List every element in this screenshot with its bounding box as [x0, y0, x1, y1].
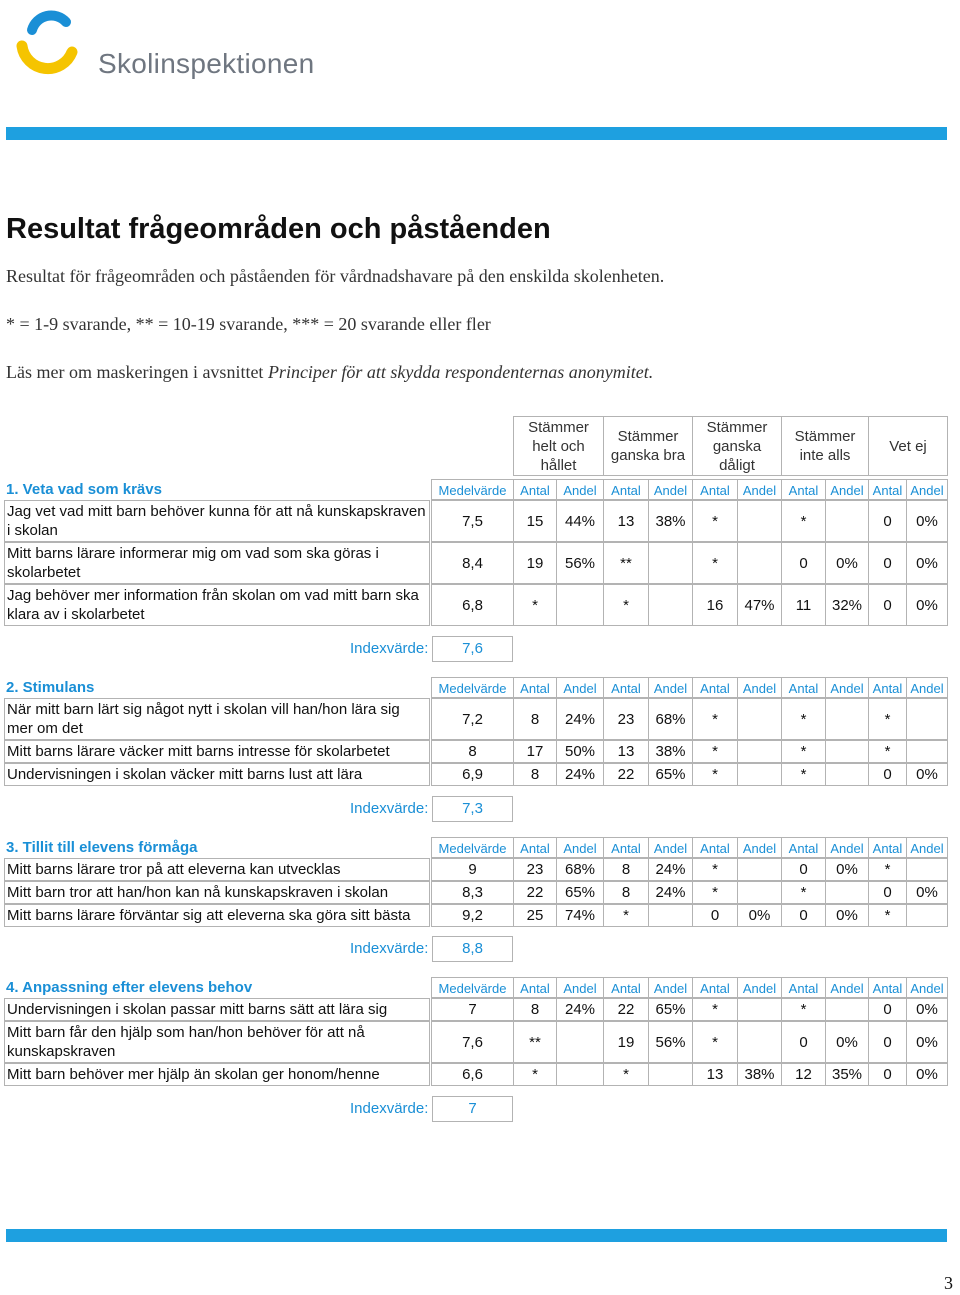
column-header: Andel — [737, 837, 782, 858]
skolinspektionen-logo-icon — [14, 8, 86, 80]
column-header: Andel — [648, 977, 693, 998]
share-cell: 68% — [556, 858, 604, 881]
statement-label: Mitt barns lärare förväntar sig att eleverna ska göra sitt bästa — [4, 904, 430, 927]
count-cell: 13 — [692, 1063, 738, 1086]
column-header: Antal — [513, 677, 557, 698]
statement-label: När mitt barn lärt sig något nytt i skolan vill han/hon lära sig mer om det — [4, 698, 430, 740]
column-header: Antal — [603, 977, 649, 998]
share-cell — [648, 584, 693, 626]
mean-value-cell: 8 — [431, 740, 514, 763]
share-cell — [737, 698, 782, 740]
share-cell: 32% — [825, 584, 869, 626]
column-header: Andel — [556, 977, 604, 998]
share-cell — [737, 1021, 782, 1063]
page-title: Resultat frågeområden och påståenden — [6, 213, 551, 245]
index-label: Indexvärde: — [350, 940, 429, 957]
count-cell: 8 — [513, 698, 557, 740]
answer-header-4: Stämmer inte alls — [781, 416, 869, 476]
count-cell: 8 — [513, 763, 557, 786]
statement-label: Jag vet vad mitt barn behöver kunna för att nå kunskapskraven i skolan — [4, 500, 430, 542]
count-cell: 25 — [513, 904, 557, 927]
table-row — [0, 1063, 960, 1086]
column-header: Andel — [906, 479, 948, 500]
column-header: Antal — [868, 837, 907, 858]
statement-label: Mitt barn tror att han/hon kan nå kunskapskraven i skolan — [4, 881, 430, 904]
column-header: Antal — [603, 837, 649, 858]
share-cell: 0% — [737, 904, 782, 927]
count-cell: 16 — [692, 584, 738, 626]
share-cell — [825, 763, 869, 786]
mean-value-cell: 9,2 — [431, 904, 514, 927]
share-cell: 47% — [737, 584, 782, 626]
share-cell: 35% — [825, 1063, 869, 1086]
index-value: 8,8 — [432, 936, 513, 962]
section-title: 3. Tillit till elevens förmåga — [6, 839, 198, 856]
count-cell: 0 — [868, 542, 907, 584]
share-cell — [737, 998, 782, 1021]
count-cell: * — [781, 698, 826, 740]
count-cell: * — [692, 542, 738, 584]
column-header: Antal — [513, 479, 557, 500]
column-header: Antal — [868, 977, 907, 998]
statement-label: Mitt barns lärare tror på att eleverna kan utvecklas — [4, 858, 430, 881]
column-header: Andel — [556, 479, 604, 500]
share-cell — [556, 1063, 604, 1086]
column-header: Andel — [556, 837, 604, 858]
column-header: Antal — [781, 479, 826, 500]
table-row — [0, 998, 960, 1021]
count-cell: 17 — [513, 740, 557, 763]
column-header: Antal — [868, 479, 907, 500]
count-cell: * — [781, 763, 826, 786]
share-cell — [906, 740, 948, 763]
share-cell — [556, 1021, 604, 1063]
table-row — [0, 500, 960, 542]
column-header: Medelvärde — [431, 677, 514, 698]
mean-value-cell: 7 — [431, 998, 514, 1021]
share-cell: 24% — [648, 881, 693, 904]
share-cell: 24% — [648, 858, 693, 881]
share-cell: 68% — [648, 698, 693, 740]
count-cell: * — [692, 740, 738, 763]
count-cell: * — [781, 881, 826, 904]
mean-value-cell: 7,2 — [431, 698, 514, 740]
count-cell: 8 — [603, 881, 649, 904]
count-cell: * — [781, 998, 826, 1021]
count-cell: * — [868, 904, 907, 927]
index-value: 7,6 — [432, 636, 513, 662]
count-cell: 8 — [603, 858, 649, 881]
share-cell — [825, 740, 869, 763]
count-cell: 0 — [868, 763, 907, 786]
count-cell: * — [781, 500, 826, 542]
count-cell: 0 — [692, 904, 738, 927]
bottom-accent-bar — [6, 1229, 947, 1242]
statement-label: Mitt barn får den hjälp som han/hon behöver för att nå kunskapskraven — [4, 1021, 430, 1063]
column-header: Andel — [906, 977, 948, 998]
share-cell: 24% — [556, 998, 604, 1021]
share-cell: 38% — [648, 500, 693, 542]
share-cell: 56% — [648, 1021, 693, 1063]
count-cell: * — [513, 584, 557, 626]
column-header: Antal — [868, 677, 907, 698]
column-header: Andel — [825, 977, 869, 998]
share-cell: 0% — [906, 998, 948, 1021]
statement-label: Undervisningen i skolan väcker mitt barns lust att lära — [4, 763, 430, 786]
count-cell: * — [513, 1063, 557, 1086]
count-cell: 0 — [868, 500, 907, 542]
share-cell: 38% — [737, 1063, 782, 1086]
masking-prefix: Läs mer om maskeringen i avsnittet — [6, 362, 268, 382]
share-cell: 0% — [906, 542, 948, 584]
count-cell: * — [692, 698, 738, 740]
column-header: Andel — [556, 677, 604, 698]
count-cell: 22 — [603, 998, 649, 1021]
count-cell: * — [692, 500, 738, 542]
column-header: Antal — [603, 677, 649, 698]
count-cell: ** — [513, 1021, 557, 1063]
table-row — [0, 881, 960, 904]
count-cell: 19 — [603, 1021, 649, 1063]
column-header: Antal — [692, 677, 738, 698]
count-cell: 0 — [868, 1063, 907, 1086]
mean-value-cell: 8,3 — [431, 881, 514, 904]
share-cell: 0% — [825, 542, 869, 584]
column-header: Andel — [737, 677, 782, 698]
column-header: Antal — [781, 837, 826, 858]
share-cell: 65% — [648, 763, 693, 786]
share-cell: 0% — [906, 1021, 948, 1063]
share-cell — [825, 881, 869, 904]
share-cell — [737, 542, 782, 584]
column-header: Medelvärde — [431, 977, 514, 998]
count-cell: * — [868, 858, 907, 881]
column-header: Andel — [906, 837, 948, 858]
share-cell — [648, 1063, 693, 1086]
column-header: Medelvärde — [431, 479, 514, 500]
share-cell: 44% — [556, 500, 604, 542]
column-header: Antal — [781, 677, 826, 698]
table-row — [0, 740, 960, 763]
column-header: Andel — [648, 837, 693, 858]
count-cell: * — [603, 584, 649, 626]
mean-value-cell: 9 — [431, 858, 514, 881]
count-cell: 0 — [868, 881, 907, 904]
count-cell: 22 — [513, 881, 557, 904]
table-row — [0, 763, 960, 786]
statement-label: Jag behöver mer information från skolan om vad mitt barn ska klara av i skolarbetet — [4, 584, 430, 626]
page-number: 3 — [944, 1273, 953, 1293]
count-cell: * — [692, 998, 738, 1021]
masking-note — [6, 362, 653, 383]
share-cell: 0% — [906, 584, 948, 626]
share-cell — [556, 584, 604, 626]
column-header: Andel — [825, 837, 869, 858]
share-cell: 24% — [556, 698, 604, 740]
share-cell — [648, 542, 693, 584]
mean-value-cell: 7,6 — [431, 1021, 514, 1063]
share-cell: 0% — [906, 1063, 948, 1086]
share-cell: 74% — [556, 904, 604, 927]
logo — [14, 8, 314, 80]
legend-text: * = 1-9 svarande, ** = 10-19 svarande, *** = 20 svarande eller fler — [6, 314, 491, 334]
column-header: Antal — [692, 977, 738, 998]
section-title: 2. Stimulans — [6, 679, 95, 696]
count-cell: * — [603, 904, 649, 927]
share-cell — [906, 858, 948, 881]
share-cell: 0% — [906, 500, 948, 542]
count-cell: 23 — [513, 858, 557, 881]
share-cell — [906, 698, 948, 740]
table-row — [0, 584, 960, 626]
count-cell: 11 — [781, 584, 826, 626]
count-cell: 8 — [513, 998, 557, 1021]
share-cell: 0% — [906, 881, 948, 904]
answer-header-5: Vet ej — [868, 416, 948, 476]
share-cell — [825, 500, 869, 542]
mean-value-cell: 8,4 — [431, 542, 514, 584]
share-cell — [737, 740, 782, 763]
column-header: Andel — [906, 677, 948, 698]
column-header: Andel — [737, 479, 782, 500]
count-cell: * — [692, 1021, 738, 1063]
table-row — [0, 858, 960, 881]
share-cell — [825, 698, 869, 740]
count-cell: 0 — [868, 998, 907, 1021]
count-cell: 22 — [603, 763, 649, 786]
share-cell: 24% — [556, 763, 604, 786]
count-cell: ** — [603, 542, 649, 584]
count-cell: 0 — [868, 1021, 907, 1063]
column-header: Andel — [737, 977, 782, 998]
share-cell — [825, 998, 869, 1021]
count-cell: * — [868, 740, 907, 763]
column-header: Antal — [692, 479, 738, 500]
share-cell — [648, 904, 693, 927]
statement-label: Mitt barn behöver mer hjälp än skolan ger honom/henne — [4, 1063, 430, 1086]
table-row — [0, 904, 960, 927]
table-row — [0, 698, 960, 740]
share-cell — [737, 500, 782, 542]
count-cell: * — [781, 740, 826, 763]
answer-header-2: Stämmer ganska bra — [603, 416, 693, 476]
column-header: Andel — [825, 677, 869, 698]
mean-value-cell: 6,9 — [431, 763, 514, 786]
count-cell: * — [603, 1063, 649, 1086]
answer-header-3: Stämmer ganska dåligt — [692, 416, 782, 476]
share-cell — [737, 858, 782, 881]
count-cell: * — [692, 763, 738, 786]
statement-label: Mitt barns lärare informerar mig om vad som ska göras i skolarbetet — [4, 542, 430, 584]
count-cell: 13 — [603, 740, 649, 763]
column-header: Medelvärde — [431, 837, 514, 858]
masking-link-text: Principer för att skydda respondenternas anonymitet. — [267, 362, 654, 382]
share-cell: 38% — [648, 740, 693, 763]
count-cell: 0 — [781, 858, 826, 881]
count-cell: 0 — [868, 584, 907, 626]
logo-text: Skolinspektionen — [98, 48, 315, 79]
index-value: 7,3 — [432, 796, 513, 822]
count-cell: 0 — [781, 1021, 826, 1063]
index-label: Indexvärde: — [350, 640, 429, 657]
column-header: Antal — [781, 977, 826, 998]
statement-label: Undervisningen i skolan passar mitt barns sätt att lära sig — [4, 998, 430, 1021]
mean-value-cell: 6,8 — [431, 584, 514, 626]
count-cell: 0 — [781, 542, 826, 584]
column-header: Antal — [603, 479, 649, 500]
count-cell: 13 — [603, 500, 649, 542]
statement-label: Mitt barns lärare väcker mitt barns intresse för skolarbetet — [4, 740, 430, 763]
table-row — [0, 542, 960, 584]
share-cell — [737, 881, 782, 904]
column-header: Antal — [513, 977, 557, 998]
share-cell: 65% — [648, 998, 693, 1021]
count-cell: * — [692, 881, 738, 904]
share-cell: 0% — [825, 1021, 869, 1063]
count-cell: 15 — [513, 500, 557, 542]
share-cell: 50% — [556, 740, 604, 763]
share-cell — [737, 763, 782, 786]
count-cell: 23 — [603, 698, 649, 740]
count-cell: * — [692, 858, 738, 881]
section-title: 4. Anpassning efter elevens behov — [6, 979, 253, 996]
index-label: Indexvärde: — [350, 1100, 429, 1117]
column-header: Andel — [648, 479, 693, 500]
column-header: Andel — [648, 677, 693, 698]
share-cell: 0% — [825, 904, 869, 927]
index-label: Indexvärde: — [350, 800, 429, 817]
table-row — [0, 1021, 960, 1063]
share-cell: 0% — [825, 858, 869, 881]
mean-value-cell: 6,6 — [431, 1063, 514, 1086]
index-value: 7 — [432, 1096, 513, 1122]
count-cell: 12 — [781, 1063, 826, 1086]
answer-header-1: Stämmer helt och hållet — [513, 416, 604, 476]
mean-value-cell: 7,5 — [431, 500, 514, 542]
column-header: Andel — [825, 479, 869, 500]
share-cell: 65% — [556, 881, 604, 904]
section-title: 1. Veta vad som krävs — [6, 481, 162, 498]
count-cell: 19 — [513, 542, 557, 584]
column-header: Antal — [692, 837, 738, 858]
share-cell — [906, 904, 948, 927]
column-header: Antal — [513, 837, 557, 858]
count-cell: 0 — [781, 904, 826, 927]
top-accent-bar — [6, 127, 947, 140]
count-cell: * — [868, 698, 907, 740]
share-cell: 0% — [906, 763, 948, 786]
share-cell: 56% — [556, 542, 604, 584]
intro-text: Resultat för frågeområden och påståenden för vårdnadshavare på den enskilda skolenheten. — [6, 266, 665, 286]
